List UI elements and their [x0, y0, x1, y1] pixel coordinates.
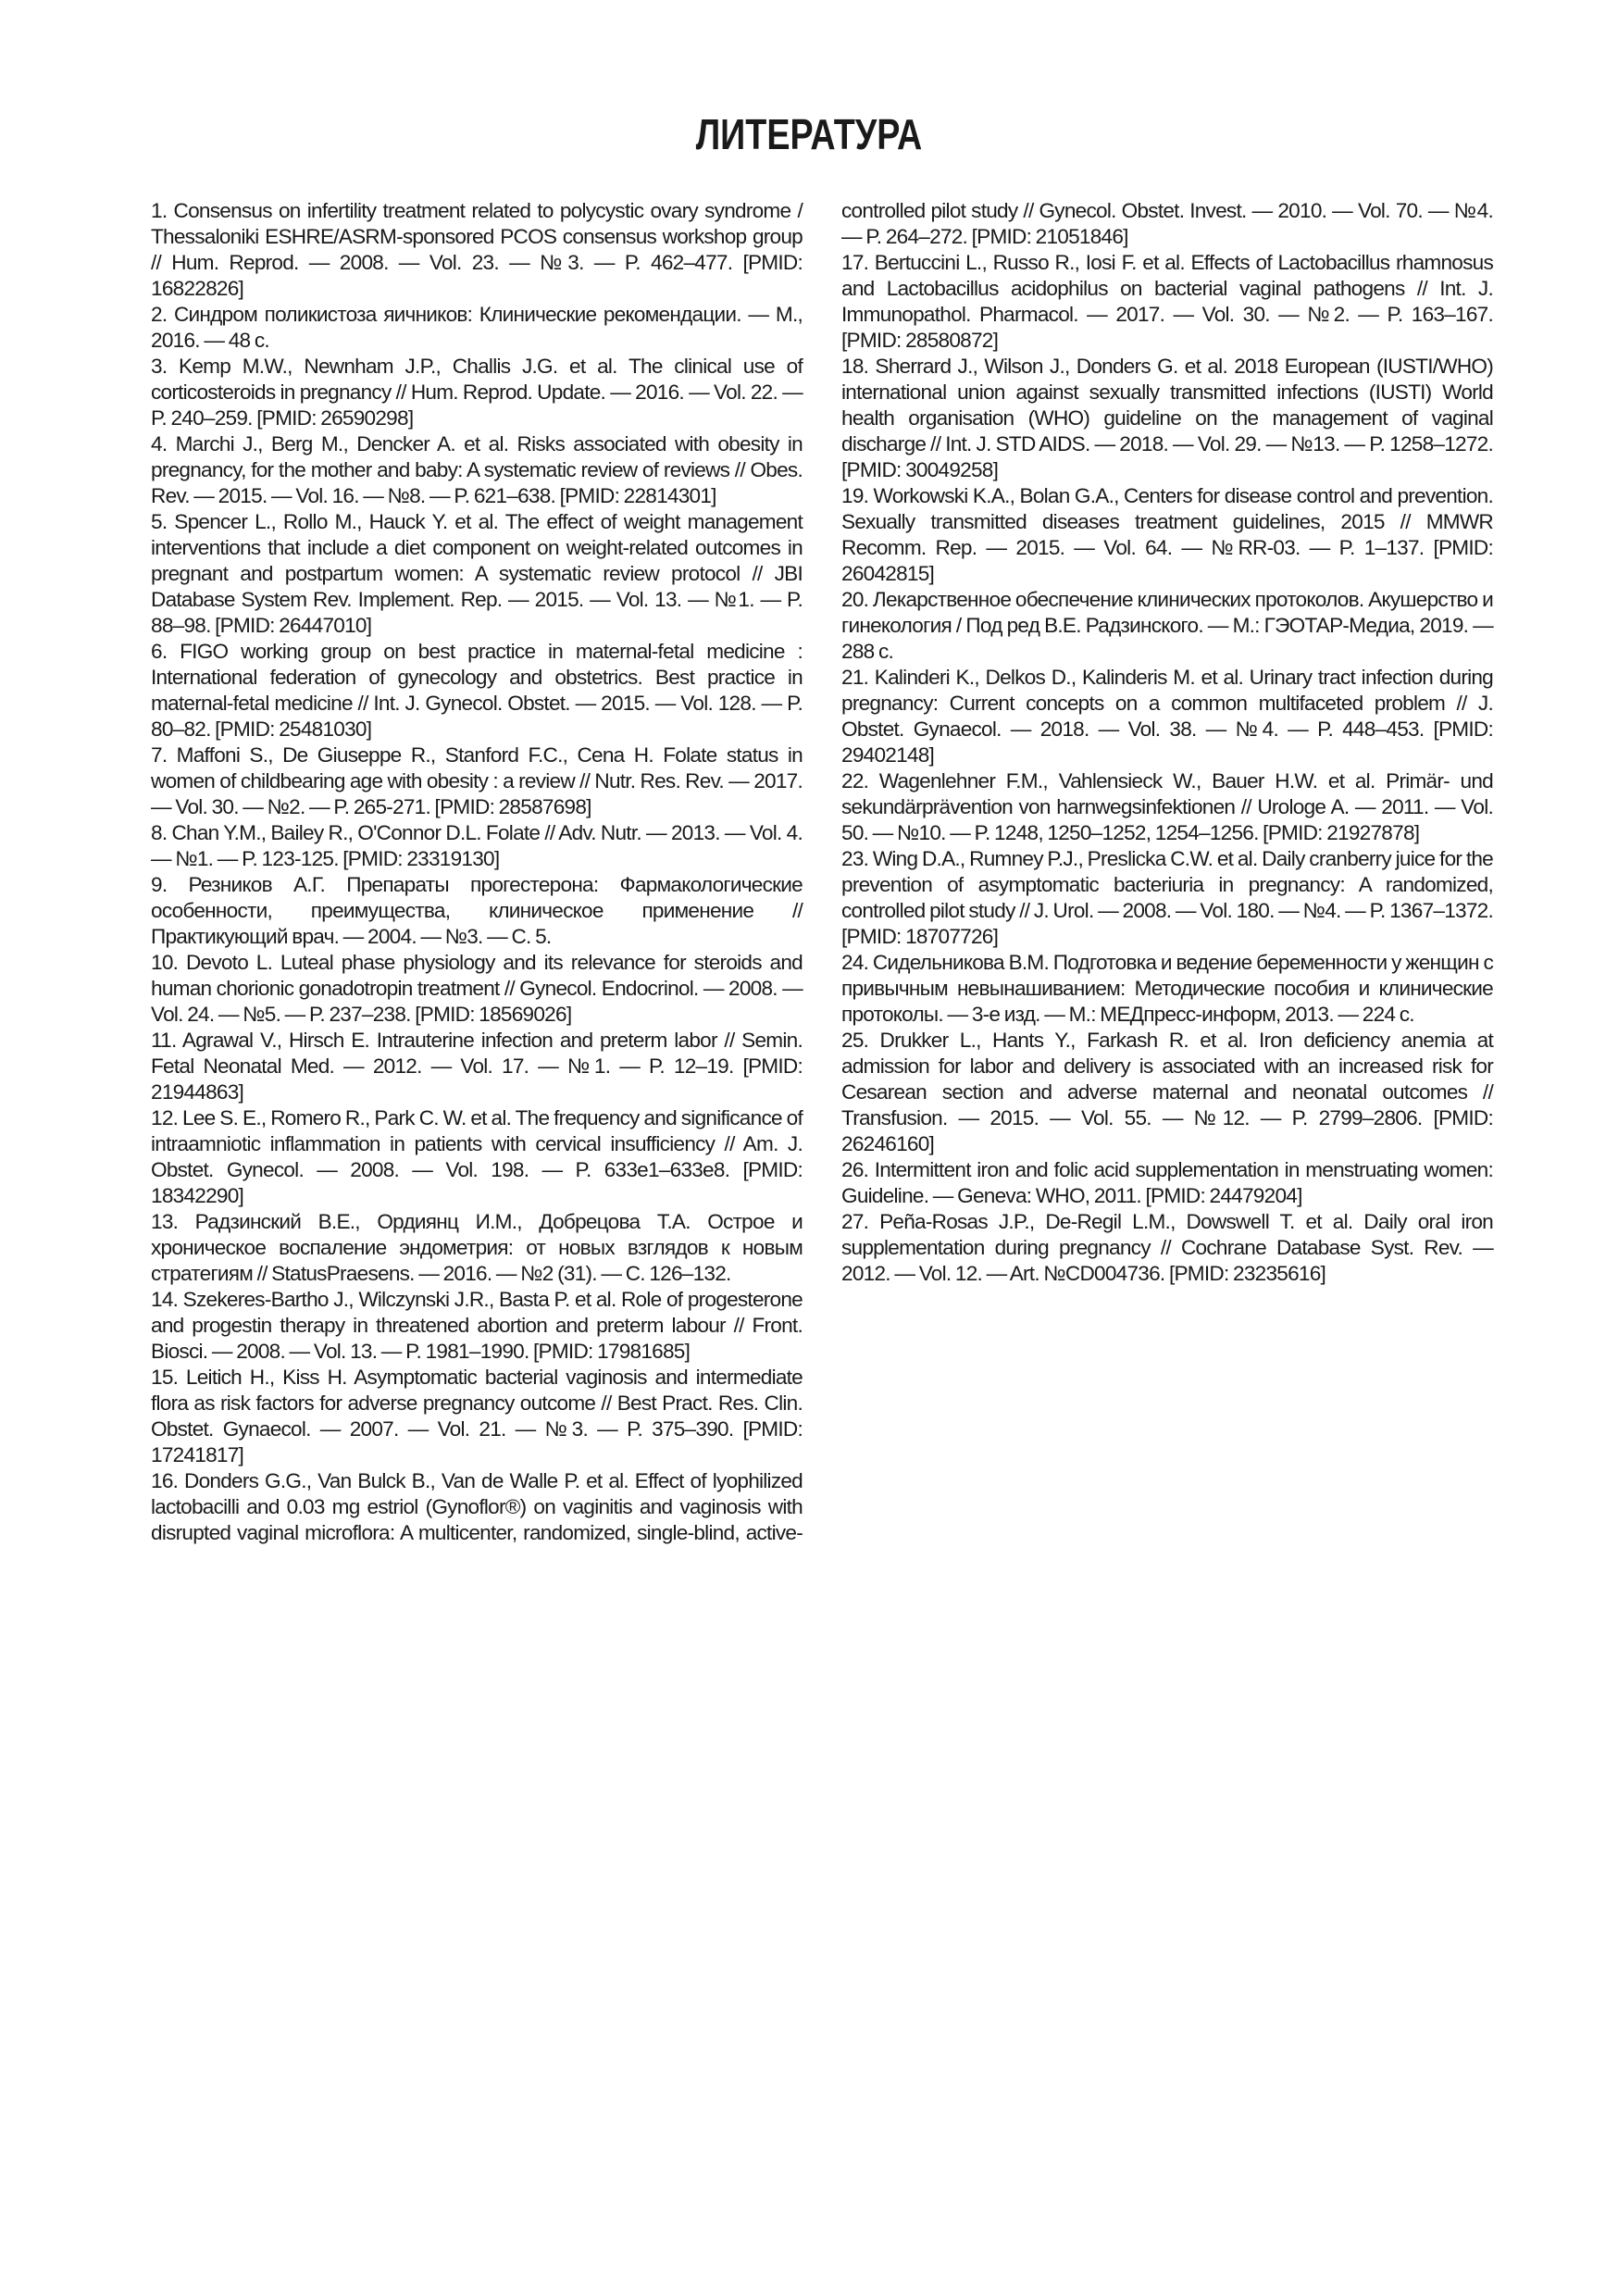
- reference-item: 18. Sherrard J., Wilson J., Donders G. et al. 2018 European (IUSTI/WHO) international union against sexually transmitted infections (IUSTI) World health organisation (WHO) guideline on the management of vaginal discharge // Int. J. STD AIDS. — 2018. — Vol. 29. — №13. — P. 1258–1272. [PMID: 30049258]: [841, 355, 1493, 481]
- reference-item: 12. Lee S. E., Romero R., Park C. W. et al. The frequency and significance of intraamniotic inflammation in patients with cervical insufficiency // Am. J. Obstet. Gynecol. — 2008. — Vol. 198. — P. 633e1–633e8. [PMID: 18342290]: [151, 1106, 803, 1207]
- reference-item: 11. Agrawal V., Hirsch E. Intrauterine infection and preterm labor // Semin. Fetal Neonatal Med. — 2012. — Vol. 17. — №1. — P. 12–19. [PMID: 21944863]: [151, 1029, 803, 1104]
- reference-item: 23. Wing D.A., Rumney P.J., Preslicka C.W. et al. Daily cranberry juice for the prevention of asymptomatic bacteriuria in pregnancy: A randomized, controlled pilot study // J. Urol. — 2008. — Vol. 180. — №4. — P. 1367–1372. [PMID: 18707726]: [841, 847, 1493, 948]
- reference-item: 15. Leitich H., Kiss H. Asymptomatic bacterial vaginosis and intermediate flora as risk factors for adverse pregnancy outcome // Best Pract. Res. Clin. Obstet. Gynaecol. — 2007. — Vol. 21. — №3. — P. 375–390. [PMID: 17241817]: [151, 1366, 803, 1466]
- reference-item: 4. Marchi J., Berg M., Dencker A. et al. Risks associated with obesity in pregnancy, for the mother and baby: A systematic review of reviews // Obes. Rev. — 2015. — Vol. 16. — №8. — P. 621–638. [PMID: 22814301]: [151, 432, 803, 507]
- reference-item: 9. Резников А.Г. Препараты прогестерона: Фармакологические особенности, преимущества, клиническое применение // Практикующий врач. — 2004. — №3. — С. 5.: [151, 873, 803, 948]
- reference-item: 13. Радзинский В.Е., Ордиянц И.М., Добрецова Т.А. Острое и хроническое воспаление эндометрия: от новых взглядов к новым стратегиям // StatusPraesens. — 2016. — №2 (31). — С. 126–132.: [151, 1210, 803, 1285]
- reference-item: 24. Сидельникова В.М. Подготовка и ведение беременности у женщин с привычным невынашиванием: Методические пособия и клинические протоколы. — 3-е изд. — М.: МЕДпресс-информ, 2013. — 224 с.: [841, 951, 1493, 1026]
- reference-item: 14. Szekeres-Bartho J., Wilczynski J.R., Basta P. et al. Role of progesterone and progestin therapy in threatened abortion and preterm labour // Front. Biosci. — 2008. — Vol. 13. — P. 1981–1990. [PMID: 17981685]: [151, 1288, 803, 1363]
- reference-item: 7. Maffoni S., De Giuseppe R., Stanford F.C., Cena H. Folate status in women of childbearing age with obesity : a review // Nutr. Res. Rev. — 2017. — Vol. 30. — №2. — P. 265-271. [PMID: 28587698]: [151, 743, 803, 818]
- reference-item: 16. Donders G.G., Van Bulck B., Van de Walle P. et al. Effect of lyophilized lactobacilli and 0.03 mg estriol (Gynoflor®) on vaginitis and vaginosis with disrupted vaginal microflora: A multicenter, randomized, single-blind, active-controlled pilot study // Gynecol. Obstet. Invest. — 2010. — Vol. 70. — №4. — P. 264–272. [PMID: 21051846]: [151, 199, 1493, 1544]
- reference-item: 25. Drukker L., Hants Y., Farkash R. et al. Iron deficiency anemia at admission for labor and delivery is associated with an increased risk for Cesarean section and adverse maternal and neonatal outcomes // Transfusion. — 2015. — Vol. 55. — №12. — P. 2799–2806. [PMID: 26246160]: [841, 1029, 1493, 1155]
- reference-item: 3. Kemp M.W., Newnham J.P., Challis J.G. et al. The clinical use of corticosteroids in pregnancy // Hum. Reprod. Update. — 2016. — Vol. 22. — P. 240–259. [PMID: 26590298]: [151, 355, 803, 430]
- reference-item: 19. Workowski K.A., Bolan G.A., Centers for disease control and prevention. Sexually transmitted diseases treatment guidelines, 2015 // MMWR Recomm. Rep. — 2015. — Vol. 64. — №RR-03. — P. 1–137. [PMID: 26042815]: [841, 484, 1493, 585]
- reference-item: 22. Wagenlehner F.M., Vahlensieck W., Bauer H.W. et al. Primär- und sekundärprävention von harnwegsinfektionen // Urologe A. — 2011. — Vol. 50. — №10. — P. 1248, 1250–1252, 1254–1256. [PMID: 21927878]: [841, 769, 1493, 844]
- reference-list: [151, 198, 1493, 1587]
- reference-item: 6. FIGO working group on best practice in maternal-fetal medicine : International federation of gynecology and obstetrics. Best practice in maternal-fetal medicine // Int. J. Gynecol. Obstet. — 2015. — Vol. 128. — P. 80–82. [PMID: 25481030]: [151, 640, 803, 741]
- reference-item: 26. Intermittent iron and folic acid supplementation in menstruating women: Guideline. — Geneva: WHO, 2011. [PMID: 24479204]: [841, 1158, 1493, 1207]
- reference-item: 20. Лекарственное обеспечение клинических протоколов. Акушерство и гинекология / Под ред В.Е. Радзинского. — М.: ГЭОТАР-Медиа, 2019. — 288 с.: [841, 588, 1493, 663]
- reference-item: 8. Chan Y.M., Bailey R., O'Connor D.L. Folate // Adv. Nutr. — 2013. — Vol. 4. — №1. — P. 123-125. [PMID: 23319130]: [151, 821, 803, 870]
- reference-item: 17. Bertuccini L., Russo R., Iosi F. et al. Effects of Lactobacillus rhamnosus and Lactobacillus acidophilus on bacterial vaginal pathogens // Int. J. Immunopathol. Pharmacol. — 2017. — Vol. 30. — №2. — P. 163–167. [PMID: 28580872]: [841, 251, 1493, 352]
- reference-item: 5. Spencer L., Rollo M., Hauck Y. et al. The effect of weight management interventions that include a diet component on weight-related outcomes in pregnant and postpartum women: A systematic review protocol // JBI Database System Rev. Implement. Rep. — 2015. — Vol. 13. — №1. — P. 88–98. [PMID: 26447010]: [151, 510, 803, 637]
- reference-item: 21. Kalinderi K., Delkos D., Kalinderis M. et al. Urinary tract infection during pregnancy: Current concepts on a common multifaceted problem // J. Obstet. Gynaecol. — 2018. — Vol. 38. — №4. — P. 448–453. [PMID: 29402148]: [841, 666, 1493, 767]
- reference-item: 10. Devoto L. Luteal phase physiology and its relevance for steroids and human chorionic gonadotropin treatment // Gynecol. Endocrinol. — 2008. — Vol. 24. — №5. — P. 237–238. [PMID: 18569026]: [151, 951, 803, 1026]
- reference-item: 1. Consensus on infertility treatment related to polycystic ovary syndrome / Thessaloniki ESHRE/ASRM-sponsored PCOS consensus workshop group // Hum. Reprod. — 2008. — Vol. 23. — №3. — P. 462–477. [PMID: 16822826]: [151, 199, 803, 300]
- page-title: ЛИТЕРАТУРА: [695, 110, 923, 158]
- reference-item: 27. Peña-Rosas J.P., De-Regil L.M., Dowswell T. et al. Daily oral iron supplementation during pregnancy // Cochrane Database Syst. Rev. — 2012. — Vol. 12. — Art. №CD004736. [PMID: 23235616]: [841, 1210, 1493, 1285]
- reference-item: 2. Синдром поликистоза яичников: Клинические рекомендации. — М., 2016. — 48 с.: [151, 303, 803, 352]
